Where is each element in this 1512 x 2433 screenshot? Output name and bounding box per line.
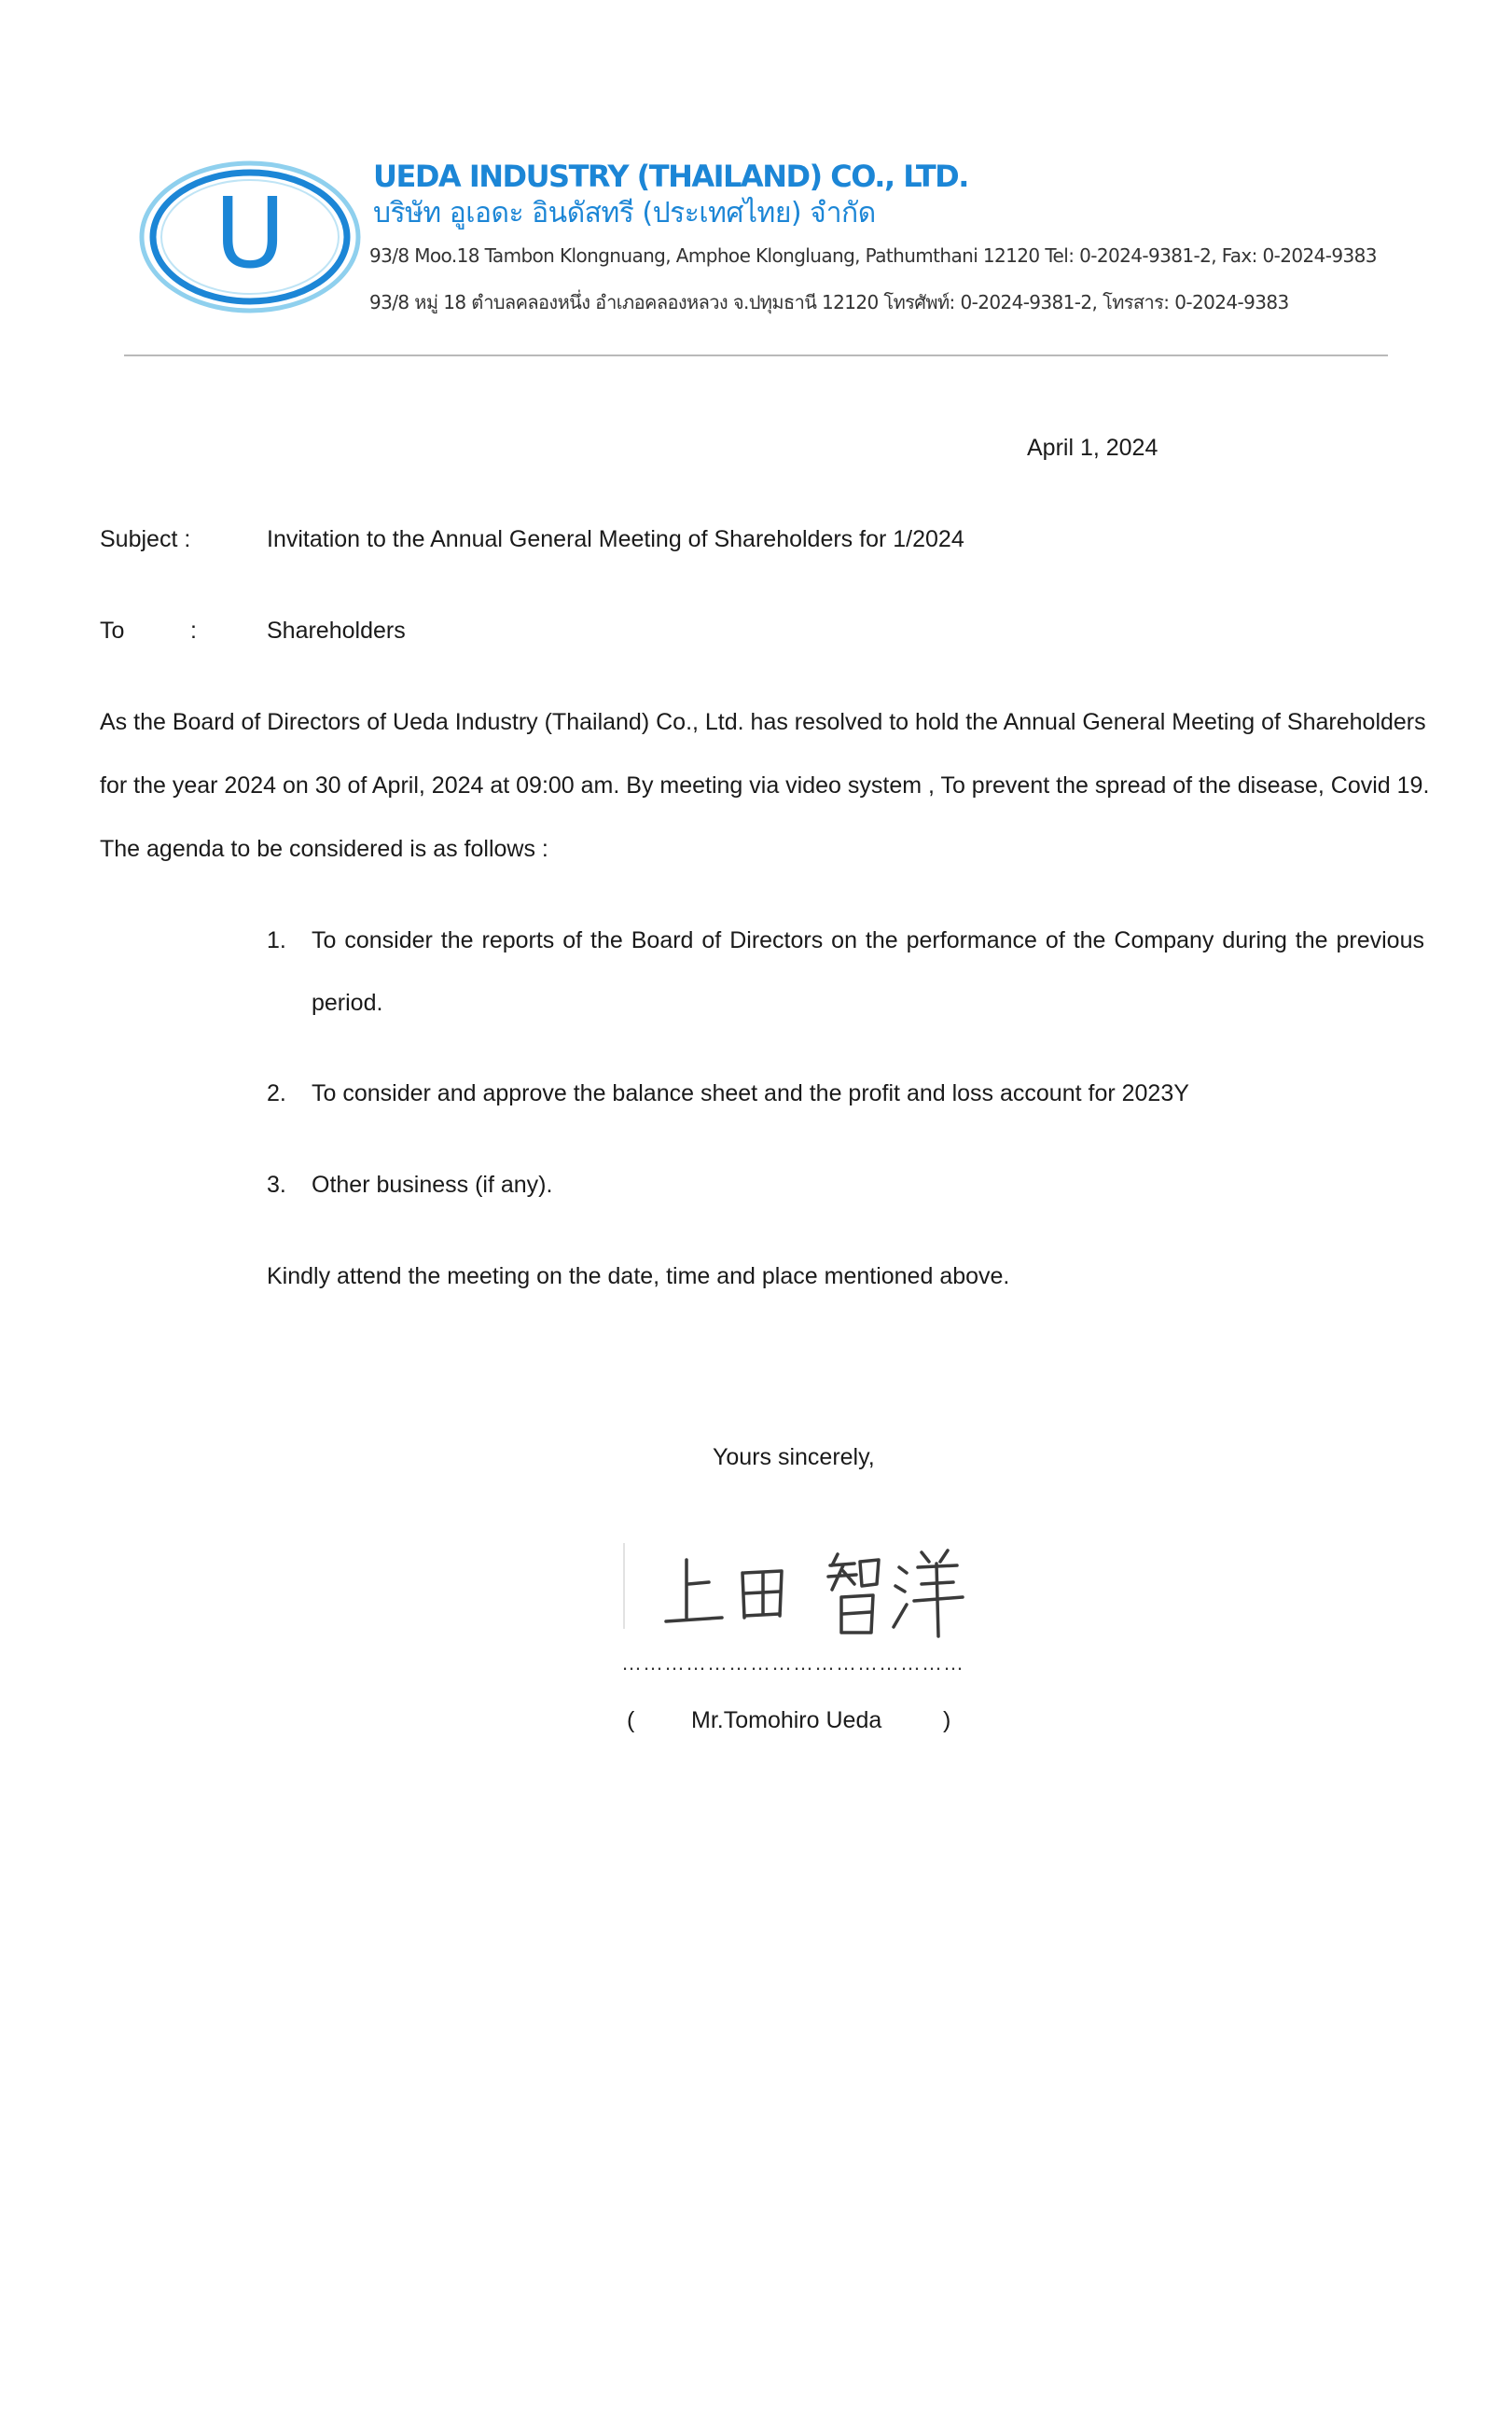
signatory-name: Mr.Tomohiro Ueda: [691, 1707, 882, 1733]
agenda-item-2: To consider and approve the balance sheet and the profit and loss account for 2023Y: [312, 1080, 1189, 1106]
body-line-1: As the Board of Directors of Ueda Industry (Thailand) Co., Ltd. has resolved to hold the Annual General Meeting of Shareholders: [100, 709, 1426, 735]
company-name-th: บริษัท อูเอดะ อินดัสทรี (ประเทศไทย) จำกัด: [373, 197, 876, 229]
body-line-2: for the year 2024 on 30 of April, 2024 at 09:00 am. By meeting via video system , To prevent the spread of the disease, Covid 19.: [100, 772, 1430, 799]
agenda-number: 3.: [267, 1172, 286, 1198]
subject-text: Invitation to the Annual General Meeting of Shareholders for 1/2024: [267, 526, 964, 552]
company-name-en: UEDA INDUSTRY (THAILAND) CO., LTD.: [373, 159, 968, 194]
header-divider: [124, 355, 1388, 356]
handwritten-signature: [621, 1539, 968, 1642]
agenda-item-1-cont: period.: [312, 990, 383, 1016]
agenda-number: 1.: [267, 927, 286, 953]
close-paren: ): [943, 1707, 951, 1733]
open-paren: (: [627, 1707, 635, 1733]
company-logo: [138, 159, 362, 315]
address-en: 93/8 Moo.18 Tambon Klongnuang, Amphoe Klongluang, Pathumthani 12120 Tel: 0-2024-9381-2, Fax: 0-2024-9383: [369, 244, 1377, 267]
to-label: To: [100, 618, 125, 644]
signature-line: …………………………………………: [621, 1651, 964, 1675]
to-colon: :: [190, 618, 197, 644]
agenda-item-3: Other business (if any).: [312, 1172, 553, 1198]
agenda-number: 2.: [267, 1080, 286, 1106]
closing-text: Kindly attend the meeting on the date, time and place mentioned above.: [267, 1263, 1010, 1289]
address-th: 93/8 หมู่ 18 ตำบลคลองหนึ่ง อำเภอคลองหลวง จ.ปทุมธานี 12120 โทรศัพท์: 0-2024-9381-2, โทรสาร: 0-2024-9383: [369, 291, 1289, 313]
body-line-3: The agenda to be considered is as follows :: [100, 836, 548, 862]
letter-date: April 1, 2024: [1027, 435, 1158, 461]
svg-text:U: U: [214, 176, 286, 290]
to-recipient: Shareholders: [267, 618, 406, 644]
sign-off: Yours sincerely,: [713, 1444, 875, 1470]
agenda-item-1: To consider the reports of the Board of Directors on the performance of the Company during the previous: [312, 927, 1424, 953]
subject-label: Subject :: [100, 526, 191, 552]
